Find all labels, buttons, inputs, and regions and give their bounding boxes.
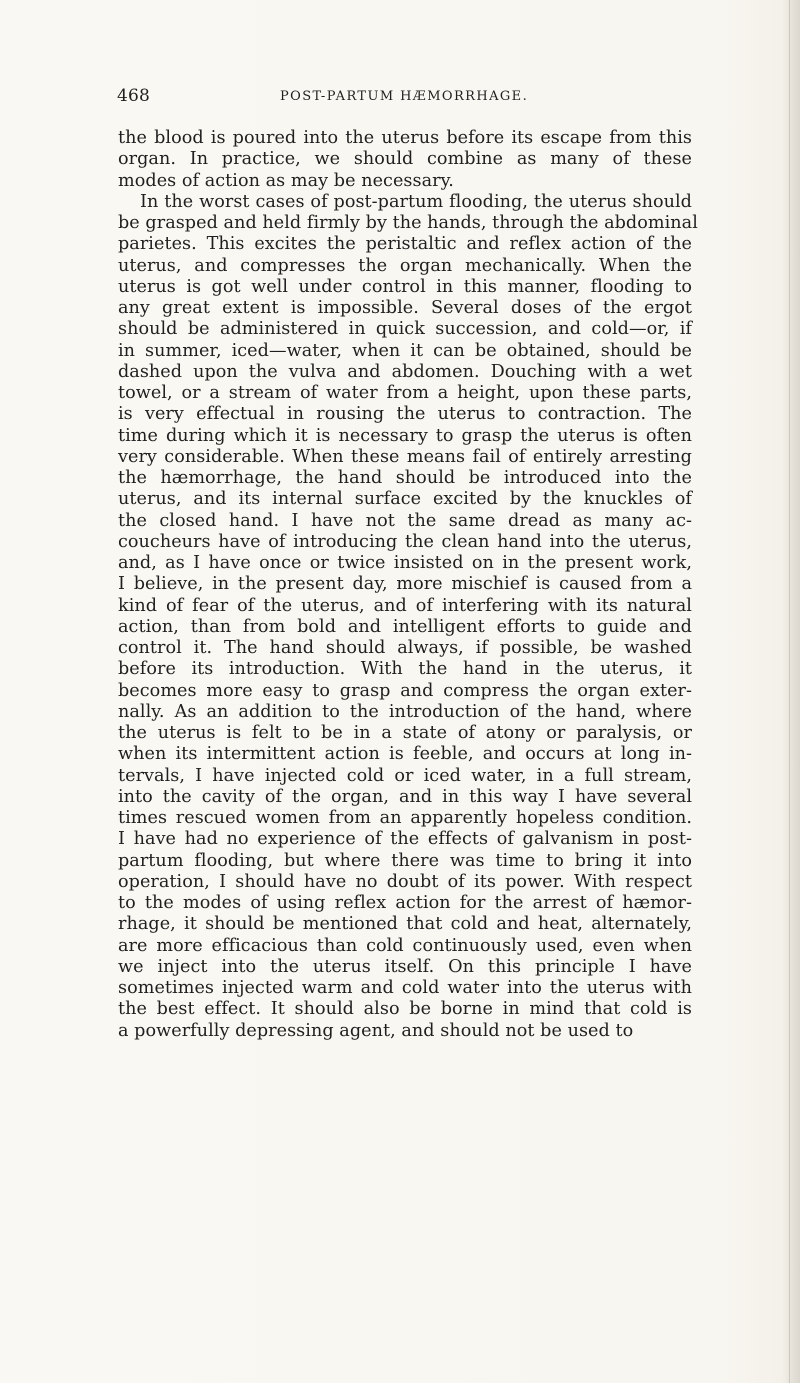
text-line: sometimes injected warm and cold water into the uterus with <box>118 978 692 998</box>
page-edge-line <box>789 0 790 1383</box>
text-line: control it. The hand should always, if possible, be washed <box>118 638 692 658</box>
text-line: nally. As an addition to the introduction of the hand, where <box>118 701 692 722</box>
text-line: organ. In practice, we should combine as many of these <box>118 149 692 170</box>
text-line: time during which it is necessary to grasp the uterus is often <box>118 425 692 446</box>
text-line: dashed upon the vulva and abdomen. Douching with a wet <box>118 361 692 382</box>
page-header <box>117 85 677 109</box>
text-line: be grasped and held firmly by the hands, through the abdominal <box>118 213 698 233</box>
text-line: is very effectual in rousing the uterus to contraction. The <box>118 404 692 425</box>
text-line: In the worst cases of post-partum flooding, the uterus should <box>140 191 692 212</box>
text-line: into the cavity of the organ, and in this way I have several <box>118 786 692 807</box>
text-line: before its introduction. With the hand in the uterus, it <box>118 659 692 680</box>
text-line: very considerable. When these means fail of entirely arresting <box>118 446 692 467</box>
text-line: uterus, and its internal surface excited by the knuckles of <box>118 489 692 510</box>
page-edge-shadow <box>782 0 800 1383</box>
text-line: parietes. This excites the peristaltic and reflex action of the <box>118 234 692 255</box>
page-number: 468 <box>117 86 151 106</box>
body-text <box>118 128 698 1042</box>
text-line: should be administered in quick succession, and cold—or, if <box>118 319 692 340</box>
text-line: and, as I have once or twice insisted on in the present work, <box>118 553 692 573</box>
text-line: to the modes of using reflex action for the arrest of hæmor- <box>118 893 692 913</box>
text-line: coucheurs have of introducing the clean hand into the uterus, <box>118 531 692 552</box>
text-line: the uterus is felt to be in a state of atony or paralysis, or <box>118 723 692 743</box>
text-line: a powerfully depressing agent, and should not be used to <box>118 1020 634 1041</box>
text-line: rhage, it should be mentioned that cold and heat, alternately, <box>118 914 692 935</box>
text-line: the best effect. It should also be borne in mind that cold is <box>118 999 692 1020</box>
text-line: the blood is poured into the uterus before its escape from this <box>118 128 692 148</box>
text-line: kind of fear of the uterus, and of interfering with its natural <box>118 595 692 616</box>
text-line: when its intermittent action is feeble, and occurs at long in- <box>118 744 692 765</box>
text-line: in summer, iced—water, when it can be obtained, should be <box>118 340 692 361</box>
text-line: the closed hand. I have not the same dread as many ac- <box>118 510 692 531</box>
text-line: tervals, I have injected cold or iced water, in a full stream, <box>118 765 692 786</box>
text-line: times rescued women from an apparently hopeless condition. <box>118 808 692 828</box>
text-line: operation, I should have no doubt of its power. With respect <box>118 871 692 892</box>
running-head: POST-PARTUM HÆMORRHAGE. <box>280 89 529 104</box>
text-line: the hæmorrhage, the hand should be introduced into the <box>118 468 692 488</box>
text-line: becomes more easy to grasp and compress the organ exter- <box>118 680 692 701</box>
text-line: are more efficacious than cold continuously used, even when <box>118 935 692 956</box>
text-line: uterus is got well under control in this manner, flooding to <box>118 276 692 297</box>
text-line: partum flooding, but where there was time to bring it into <box>118 850 692 871</box>
text-line: action, than from bold and intelligent efforts to guide and <box>118 616 692 637</box>
text-line: modes of action as may be necessary. <box>118 170 454 191</box>
text-line: I have had no experience of the effects of galvanism in post- <box>118 829 692 850</box>
text-line: I believe, in the present day, more mischief is caused from a <box>118 574 692 595</box>
text-line: uterus, and compresses the organ mechanically. When the <box>118 255 692 276</box>
text-line: towel, or a stream of water from a height, upon these parts, <box>118 383 692 403</box>
text-line: we inject into the uterus itself. On this principle I have <box>118 956 692 977</box>
text-line: any great extent is impossible. Several doses of the ergot <box>118 298 692 318</box>
